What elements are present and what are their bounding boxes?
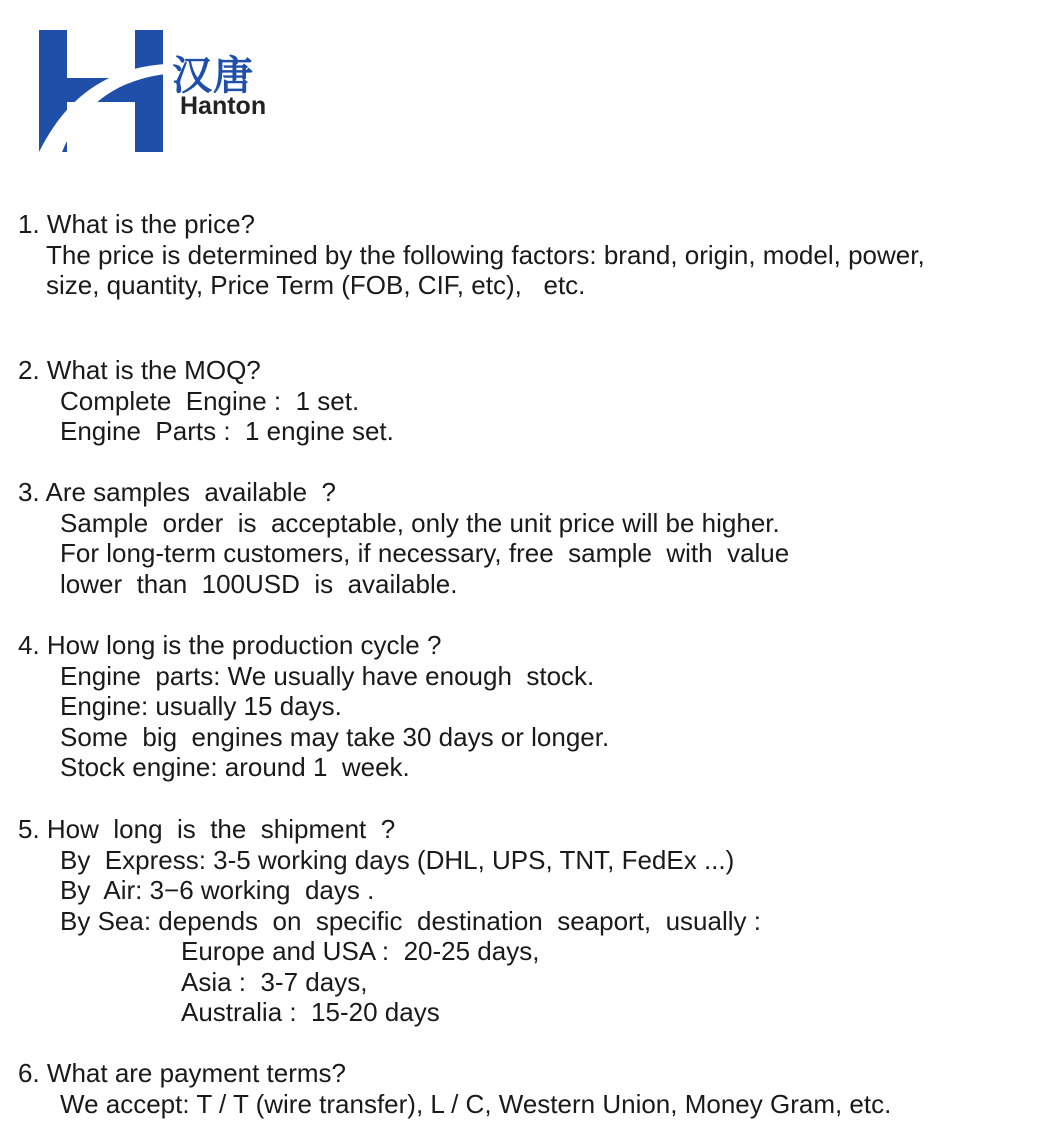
faq-answer-line: We accept: T / T (wire transfer), L / C, Western Union, Money Gram, etc. [60, 1088, 892, 1119]
faq-question: 3. Are samples available ? [18, 477, 336, 507]
logo-english-name: Hanton [180, 92, 267, 120]
faq-item-shipment [18, 814, 761, 1028]
faq-answer-line: lower than 100USD is available. [60, 568, 458, 599]
faq-sub-answer-line: Asia : 3-7 days, [181, 966, 368, 997]
faq-answer-line: For long-term customers, if necessary, free sample with value [60, 538, 790, 568]
faq-question: 2. What is the MOQ? [18, 355, 261, 385]
faq-item-price [18, 209, 925, 301]
faq-answer-line: By Express: 3-5 working days (DHL, UPS, TNT, FedEx ...) [60, 844, 735, 875]
faq-answer-line: Engine: usually 15 days. [60, 691, 342, 721]
faq-answer-line: Engine Parts : 1 engine set. [60, 416, 394, 446]
faq-answer-line: size, quantity, Price Term (FOB, CIF, etc), etc. [46, 270, 586, 300]
faq-answer-line: Engine parts: We usually have enough stock. [60, 660, 595, 691]
faq-question: 4. How long is the production cycle ? [18, 630, 442, 660]
faq-answer-line: Stock engine: around 1 week. [60, 752, 410, 782]
faq-answer-line: The price is determined by the following factors: brand, origin, model, power, [46, 239, 925, 270]
faq-answer-line: By Sea: depends on specific destination seaport, usually : [60, 905, 761, 936]
faq-answer-line: Some big engines may take 30 days or longer. [60, 721, 610, 752]
logo-chinese-name: 汉唐 [172, 53, 254, 99]
faq-question: 5. How long is the shipment ? [18, 814, 396, 844]
faq-sub-answer-line: Australia : 15-20 days [181, 997, 440, 1027]
faq-item-moq [18, 355, 394, 447]
faq-answer-line: Complete Engine : 1 set. [60, 385, 360, 416]
faq-sub-answer-line: Europe and USA : 20-25 days, [181, 936, 540, 966]
faq-question: 1. What is the price? [18, 209, 255, 239]
faq-answer-line: Sample order is acceptable, only the unit price will be higher. [60, 507, 780, 538]
faq-item-production-cycle [18, 630, 609, 783]
hanton-h-logo-icon [36, 28, 166, 154]
faq-question: 6. What are payment terms? [18, 1058, 347, 1088]
company-logo [36, 28, 306, 156]
faq-item-samples [18, 477, 789, 599]
faq-answer-line: By Air: 3−6 working days . [60, 875, 375, 905]
faq-item-payment-terms [18, 1058, 891, 1119]
